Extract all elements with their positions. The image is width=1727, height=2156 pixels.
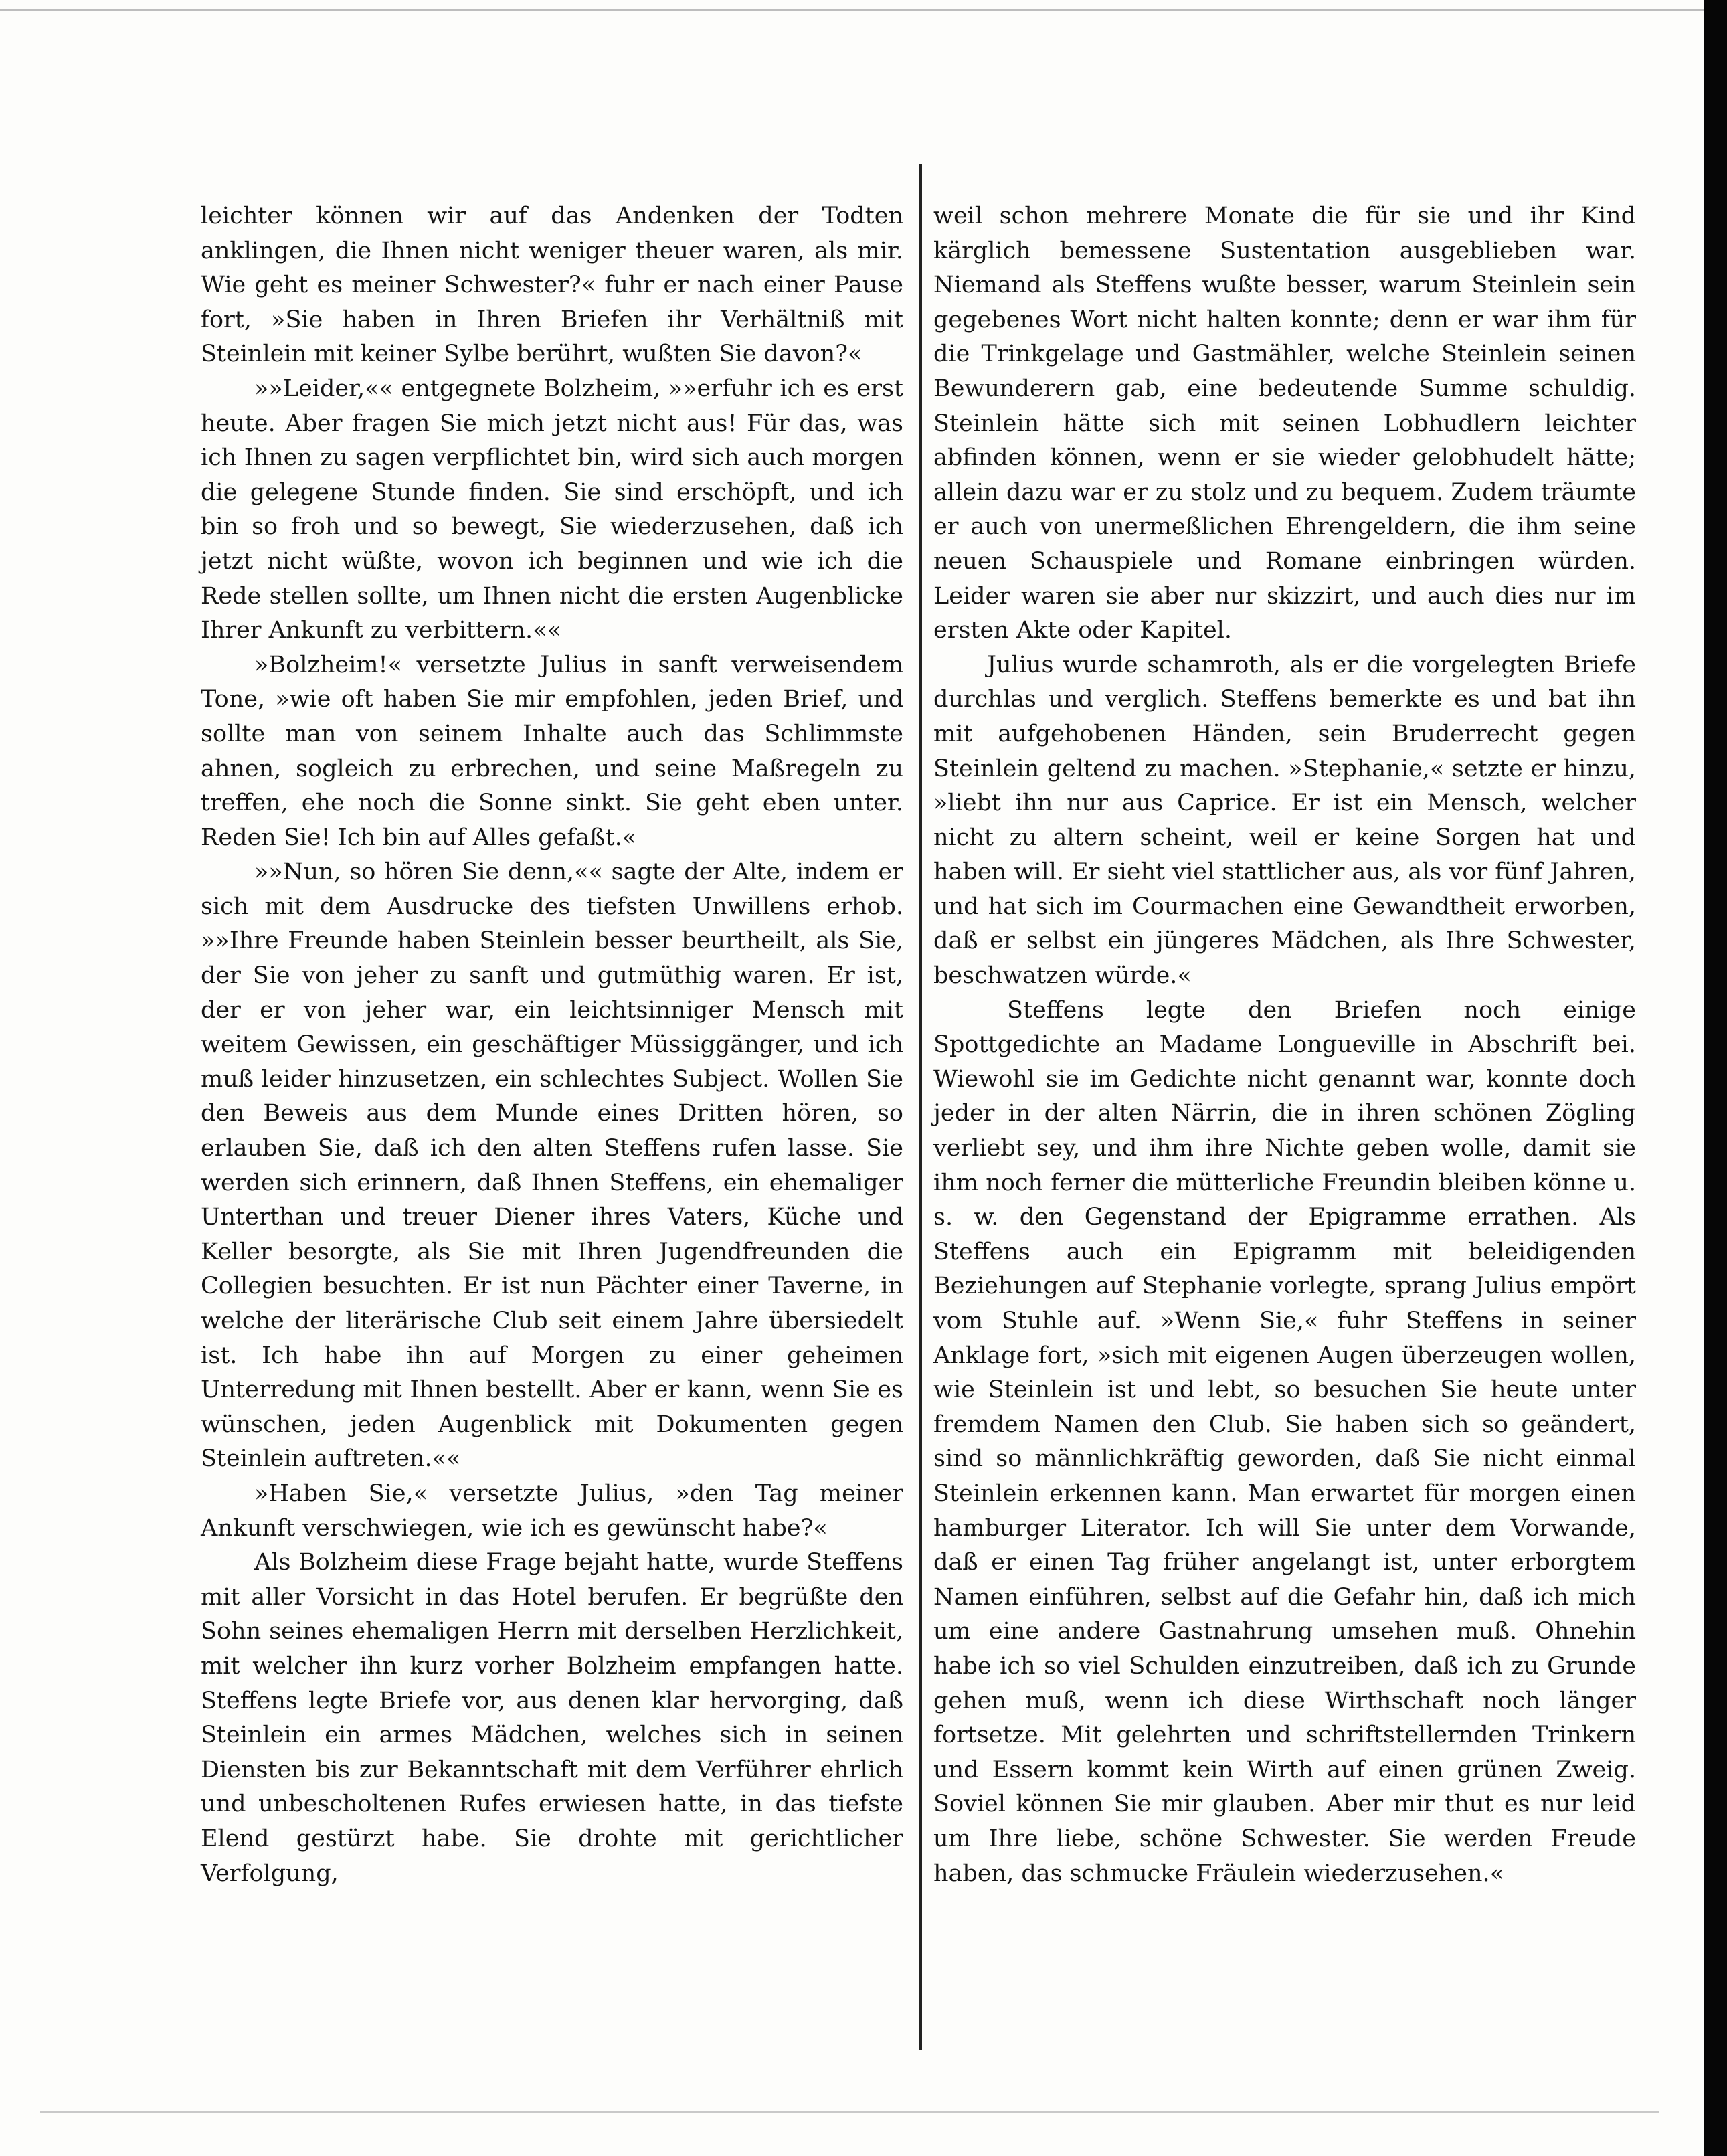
page-bottom-edge: [40, 2111, 1659, 2113]
left-column: [201, 199, 903, 1891]
paragraph: »Bolzheim!« versetzte Julius in sanft verweisendem Tone, »wie oft haben Sie mir empfohlen, jeden Brief, und sollte man von seinem Inhalte auch das Schlimmste ahnen, sogleich zu erbrechen, und seine Maßregeln zu treffen, ehe noch die Sonne sinkt. Sie geht eben unter. Reden Sie! Ich bin auf Alles gefaßt.«: [201, 651, 903, 851]
right-column: [933, 199, 1636, 1891]
paragraph: Steffens legte den Briefen noch einige Spottgedichte an Madame Longueville in Abschrift bei. Wiewohl sie im Gedichte nicht genannt war, konnte doch jeder in der alten Närrin, die in ihren schönen Zögling verliebt sey, und ihm ihre Nichte geben wolle, damit sie ihm noch ferner die mütterliche Freundin bleiben könne u. s. w. den Gegenstand der Epigramme errathen. Als Steffens auch ein Epigramm mit beleidigenden Beziehungen auf Stephanie vorlegte, sprang Julius empört vom Stuhle auf. »Wenn Sie,« fuhr Steffens in seiner Anklage fort, »sich mit eigenen Augen überzeugen wollen, wie Steinlein ist und lebt, so besuchen Sie heute unter fremdem Namen den Club. Sie haben sich so geändert, sind so männlichkräftig geworden, daß Sie nicht einmal Steinlein erkennen kann. Man erwartet für morgen einen hamburger Literator. Ich will Sie unter dem Vorwande, daß er einen Tag früher angelangt ist, unter erborgtem Namen einführen, selbst auf die Gefahr hin, daß ich mich um eine andere Gastnahrung umsehen muß. Ohnehin habe ich so viel Schulden einzutreiben, daß ich zu Grunde gehen muß, wenn ich diese Wirthschaft noch länger fortsetze. Mit gelehrten und schriftstellernden Trinkern und Essern kommt kein Wirth auf einen grünen Zweig. Soviel können Sie mir glauben. Aber mir thut es nur leid um Ihre liebe, schöne Schwester. Sie werden Freude haben, das schmucke Fräulein wiederzusehen.«: [933, 996, 1636, 1887]
scan-border-right: [1704, 0, 1727, 2156]
page-top-edge: [0, 9, 1704, 11]
paragraph: leichter können wir auf das Andenken der Todten anklingen, die Ihnen nicht weniger theuer waren, als mir. Wie geht es meiner Schwester?« fuhr er nach einer Pause fort, »Sie haben in Ihren Briefen ihr Verhältniß mit Steinlein mit keiner Sylbe berührt, wußten Sie davon?«: [201, 203, 903, 368]
paragraph: Julius wurde schamroth, als er die vorgelegten Briefe durchlas und verglich. Steffens bemerkte es und bat ihn mit aufgehobenen Händen, sein Bruderrecht gegen Steinlein geltend zu machen. »Stephanie,« setzte er hinzu, »liebt ihn nur aus Caprice. Er ist ein Mensch, welcher nicht zu altern scheint, weil er keine Sorgen hat und haben will. Er sieht viel stattlicher aus, als vor fünf Jahren, und hat sich im Courmachen eine Gewandtheit erworben, daß er selbst ein jüngeres Mädchen, als Ihre Schwester, beschwatzen würde.«: [933, 651, 1636, 990]
paragraph: Als Bolzheim diese Frage bejaht hatte, wurde Steffens mit aller Vorsicht in das Hotel berufen. Er begrüßte den Sohn seines ehemaligen Herrn mit derselben Herzlichkeit, mit welcher ihn kurz vorher Bolzheim empfangen hatte. Steffens legte Briefe vor, aus denen klar hervorging, daß Steinlein ein armes Mädchen, welches sich in seinen Diensten bis zur Bekanntschaft mit dem Verführer ehrlich und unbescholtenen Rufes erwiesen hatte, in das tiefste Elend gestürzt habe. Sie drohte mit gerichtlicher Verfolgung,: [201, 1549, 903, 1887]
paragraph: »Haben Sie,« versetzte Julius, »den Tag meiner Ankunft verschwiegen, wie ich es gewünscht habe?«: [201, 1479, 903, 1542]
paragraph: »»Nun, so hören Sie denn,«« sagte der Alte, indem er sich mit dem Ausdrucke des tiefsten Unwillens erhob. »»Ihre Freunde haben Steinlein besser beurtheilt, als Sie, der Sie von jeher zu sanft und gutmüthig waren. Er ist, der er von jeher war, ein leichtsinniger Mensch mit weitem Gewissen, ein geschäftiger Müssiggänger, und ich muß leider hinzusetzen, ein schlechtes Subject. Wollen Sie den Beweis aus dem Munde eines Dritten hören, so erlauben Sie, daß ich den alten Steffens rufen lasse. Sie werden sich erinnern, daß Ihnen Steffens, ein ehemaliger Unterthan und treuer Diener ihres Vaters, Küche und Keller besorgte, als Sie mit Ihren Jugendfreunden die Collegien besuchten. Er ist nun Pächter einer Taverne, in welche der literärische Club seit einem Jahre übersiedelt ist. Ich habe ihn auf Morgen zu einer geheimen Unterredung mit Ihnen bestellt. Aber er kann, wenn Sie es wünschen, jeden Augenblick mit Dokumenten gegen Steinlein auftreten.««: [201, 859, 903, 1473]
paragraph: weil schon mehrere Monate die für sie und ihr Kind kärglich bemessene Sustentation ausgeblieben war. Niemand als Steffens wußte besser, warum Steinlein sein gegebenes Wort nicht halten konnte; denn er war ihm für die Trinkgelage und Gastmähler, welche Steinlein seinen Bewunderern gab, eine bedeutende Summe schuldig. Steinlein hätte sich mit seinen Lobhudlern leichter abfinden können, wenn er sie wieder gelobhudelt hätte; allein dazu war er zu stolz und zu bequem. Zudem träumte er auch von unermeßlichen Ehrengeldern, die ihm seine neuen Schauspiele und Romane einbringen würden. Leider waren sie aber nur skizzirt, und auch dies nur im ersten Akte oder Kapitel.: [933, 203, 1636, 644]
column-divider: [919, 164, 922, 2050]
paragraph: »»Leider,«« entgegnete Bolzheim, »»erfuhr ich es erst heute. Aber fragen Sie mich jetzt nicht aus! Für das, was ich Ihnen zu sagen verpflichtet bin, wird sich auch morgen die gelegene Stunde finden. Sie sind erschöpft, und ich bin so froh und so bewegt, Sie wiederzusehen, daß ich jetzt nicht wüßte, wovon ich beginnen und wie ich die Rede stellen sollte, um Ihnen nicht die ersten Augenblicke Ihrer Ankunft zu verbittern.««: [201, 375, 903, 644]
